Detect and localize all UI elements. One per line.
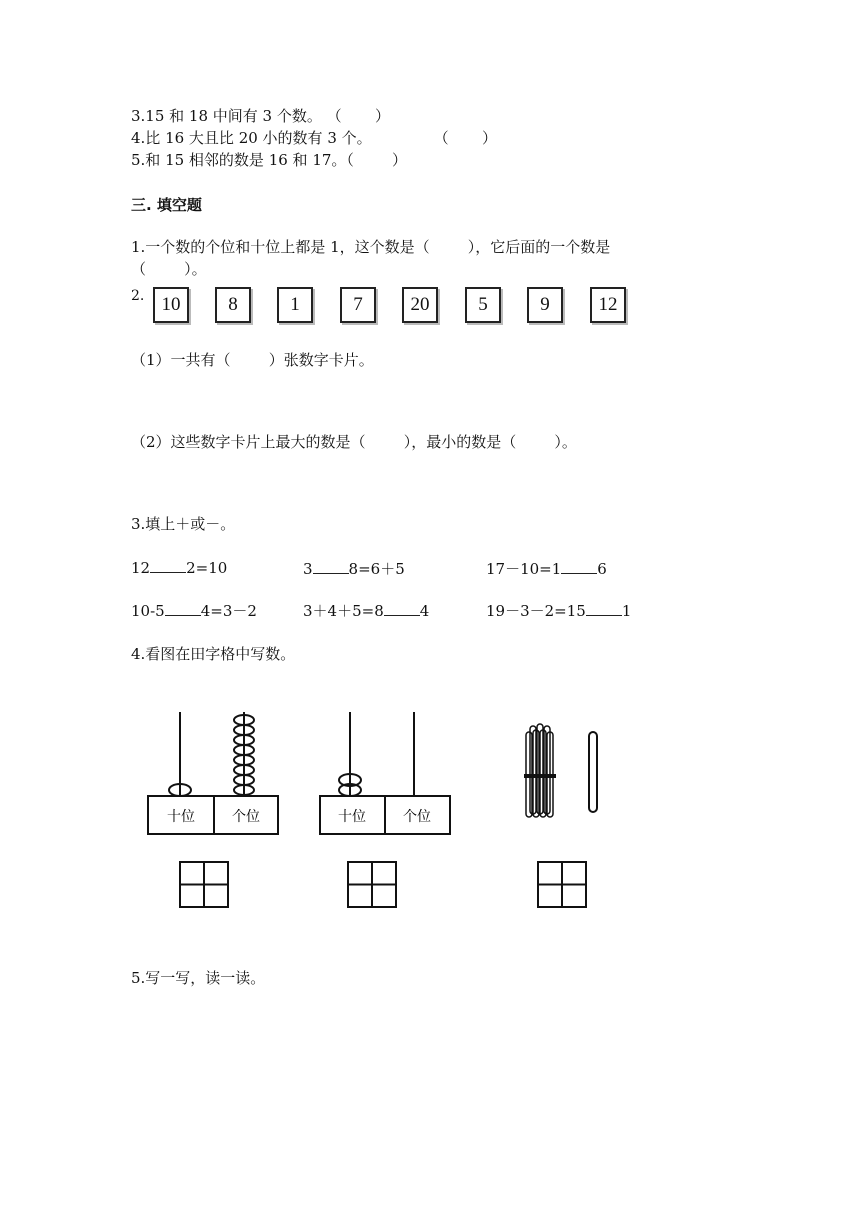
answer-blank[interactable]: [150, 558, 186, 573]
section-title: 三. 填空题: [131, 196, 202, 214]
fill-q3-title: 3.填上＋或－。: [131, 515, 236, 533]
number-card: 12: [590, 287, 626, 323]
judge-q5: 5.和 15 相邻的数是 16 和 17。（ ）: [131, 151, 408, 169]
fill-q1-line2: （ ）。: [131, 260, 207, 278]
answer-blank[interactable]: [384, 601, 420, 616]
fill-q2-label: 2.: [131, 288, 145, 304]
equation: 12 2=10: [131, 559, 228, 577]
number-card: 9: [527, 287, 563, 323]
equation: 3＋4＋5=8 4: [303, 602, 430, 620]
answer-blank[interactable]: [561, 559, 597, 574]
equation: 19－3－2=15 1: [486, 602, 632, 620]
judge-q4: 4.比 16 大且比 20 小的数有 3 个。 （ ）: [131, 129, 497, 147]
judge-q3: 3.15 和 18 中间有 3 个数。 （ ）: [131, 107, 391, 125]
number-card: 1: [277, 287, 313, 323]
abacus-figure: [140, 700, 620, 920]
fill-q1-line1: 1.一个数的个位和十位上都是 1，这个数是（ ），它后面的一个数是: [131, 238, 611, 256]
answer-blank[interactable]: [313, 559, 349, 574]
equation: 10-5 4=3－2: [131, 602, 257, 620]
fill-q4-title: 4.看图在田字格中写数。: [131, 645, 296, 663]
number-card: 8: [215, 287, 251, 323]
fill-q2-sub1: （1）一共有（ ）张数字卡片。: [131, 351, 374, 369]
number-card: 5: [465, 287, 501, 323]
number-card: 7: [340, 287, 376, 323]
ones-label: 个位: [232, 809, 260, 825]
ones-label: 个位: [403, 809, 431, 825]
tens-label: 十位: [167, 809, 195, 825]
fill-q5-title: 5.写一写，读一读。: [131, 969, 266, 987]
answer-blank[interactable]: [165, 601, 201, 616]
fill-q2-sub2: （2）这些数字卡片上最大的数是（ ），最小的数是（ ）。: [131, 433, 577, 451]
number-card: 20: [402, 287, 438, 323]
answer-blank[interactable]: [586, 601, 622, 616]
tens-label: 十位: [338, 809, 366, 825]
equation: 17－10=1 6: [486, 560, 607, 578]
equation: 3 8=6＋5: [303, 560, 405, 578]
number-card: 10: [153, 287, 189, 323]
